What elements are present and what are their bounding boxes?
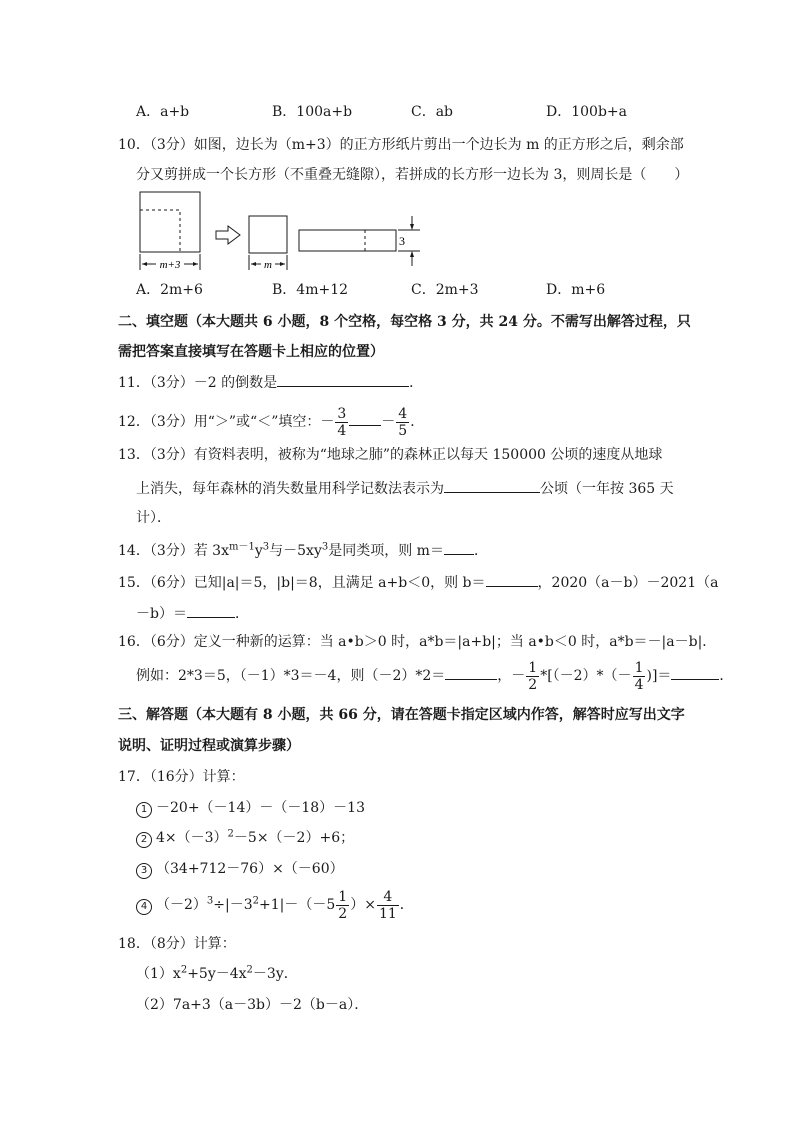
label-m-plus-3: m+3 bbox=[159, 259, 181, 271]
q10-text-line1: 10．（3分）如图，边长为（m+3）的正方形纸片剪出一个边长为 m 的正方形之后，剩余部 bbox=[118, 137, 684, 153]
q9-option-c: C．ab bbox=[411, 104, 454, 120]
section3-heading-line2: 说明、证明过程或演算步骤） bbox=[118, 738, 300, 754]
fraction-3-4: $\frac{3}{4}$ bbox=[337, 405, 347, 439]
q10-text-line2: 分又剪拼成一个长方形（不重叠无缝隙），若拼成的长方形一边长为 3，则周长是（ ） bbox=[136, 167, 689, 183]
q15-line2 bbox=[136, 603, 249, 624]
circled-number-3: 3 bbox=[136, 863, 152, 879]
label-m: m bbox=[264, 259, 272, 271]
q14-exp2: 3 bbox=[262, 541, 270, 553]
q15-text-2: ，2020（a－b）－2021（a bbox=[537, 575, 719, 591]
q16-expr: *[（－2）*（－ bbox=[540, 668, 632, 684]
q17-item1 bbox=[136, 798, 365, 818]
q17-item3-expr: （34+712－76）×（－60） bbox=[156, 861, 344, 877]
q9-option-b: B．100a+b bbox=[272, 104, 353, 120]
label-3: 3 bbox=[399, 234, 405, 248]
q17-item3 bbox=[136, 859, 344, 879]
q14-exp1: m－1 bbox=[228, 541, 255, 553]
q14-y: y bbox=[254, 543, 263, 559]
q15-text: 15．（6分）已知|a|＝5，|b|＝8，且满足 a+b＜0，则 b＝ bbox=[118, 575, 486, 591]
q17-item2-b: －5×（－2）+6； bbox=[233, 830, 355, 846]
q16-example: 例如：2*3＝5，（－1）*3＝－4，则（－2）*2＝ bbox=[136, 668, 446, 684]
q15-answer-blank-1[interactable] bbox=[486, 572, 538, 587]
fraction-1-2-mixed: $\frac{1}{2}$ bbox=[338, 888, 348, 922]
q10-option-c: C．2m+3 bbox=[411, 282, 479, 298]
big-square bbox=[140, 192, 200, 252]
q10-option-d: D．m+6 bbox=[546, 282, 606, 298]
q15-answer-blank-2[interactable] bbox=[187, 603, 235, 618]
q10-option-a: A．2m+6 bbox=[136, 282, 203, 298]
q14-term2: 与－5xy bbox=[269, 543, 322, 559]
q17-item4-b: ÷|－3 bbox=[213, 897, 253, 913]
q17-item2-exp: 2 bbox=[227, 828, 234, 840]
q11-suffix: ． bbox=[409, 375, 424, 391]
q14 bbox=[118, 540, 488, 561]
q18-part2: （2）7a+3（a－3b）－2（b－a）． bbox=[136, 997, 369, 1013]
q17-title: 17．（16分）计算： bbox=[118, 769, 245, 785]
section2-heading-line1: 二、填空题（本大题共 6 小题，8 个空格，每空格 3 分，共 24 分。不需写出解答过程，只 bbox=[118, 314, 691, 330]
q9-option-d: D．100b+a bbox=[546, 104, 627, 120]
q17-item4-exp2: 2 bbox=[252, 895, 260, 907]
q18-title: 18．（8分）计算： bbox=[118, 936, 236, 952]
q13-line2 bbox=[136, 478, 674, 499]
q12-answer-blank[interactable] bbox=[349, 411, 381, 426]
q16-answer-blank-1[interactable] bbox=[445, 665, 497, 680]
q16-text-line1: 16．（6分）定义一种新的运算：当 a•b＞0 时，a*b＝|a+b|；当 a•b＜0 时，a*b＝－|a－b|． bbox=[118, 634, 717, 650]
q18-part1-c: －3y． bbox=[252, 966, 298, 982]
q15-line1 bbox=[118, 572, 718, 593]
q11-text: 11．（3分）－2 的倒数是 bbox=[118, 375, 278, 391]
circled-number-4: 4 bbox=[136, 899, 152, 915]
cut-line bbox=[140, 210, 180, 252]
q17-item4-exp1: 3 bbox=[206, 895, 214, 907]
q17-item1-expr: －20+（－14）－（－18）－13 bbox=[156, 800, 365, 816]
section2-heading-line2: 需把答案直接填写在答题卡上相应的位置） bbox=[118, 344, 384, 360]
q11 bbox=[118, 372, 423, 393]
q18-part1-b: +5y－4x bbox=[187, 966, 247, 982]
q12-minus: － bbox=[381, 414, 396, 430]
q9-option-a: A．a+b bbox=[136, 104, 190, 120]
q14-suffix: ． bbox=[473, 543, 488, 559]
long-rectangle bbox=[299, 230, 396, 251]
section3-heading-line1: 三、解答题（本大题有 8 小题，共 66 分，请在答题卡指定区域内作答，解答时应写出文字 bbox=[118, 707, 685, 723]
q14-exp3: 3 bbox=[321, 541, 329, 553]
q13-text-line2: 上消失，每年森林的消失数量用科学记数法表示为 bbox=[136, 481, 444, 497]
q17-item2 bbox=[136, 828, 354, 848]
q18-part1-exp1: 2 bbox=[180, 964, 188, 976]
q13-text-line3: 计）． bbox=[136, 510, 171, 526]
q17-item4-d: ）× bbox=[350, 897, 376, 913]
q16-sep: ，－ bbox=[497, 668, 526, 684]
q14-condition: 是同类项，则 m＝ bbox=[328, 543, 444, 559]
circled-number-1: 1 bbox=[136, 802, 152, 818]
q16-line2 bbox=[136, 656, 733, 696]
q13-text-line2-suffix: 公顷（一年按 365 天 bbox=[540, 481, 674, 497]
q10-option-b: B．4m+12 bbox=[272, 282, 349, 298]
q12 bbox=[118, 402, 424, 442]
circled-number-2: 2 bbox=[136, 832, 152, 848]
q14-answer-blank[interactable] bbox=[444, 540, 474, 555]
q10-figure bbox=[136, 188, 436, 272]
q16-suffix: ． bbox=[719, 668, 734, 684]
q11-answer-blank[interactable] bbox=[277, 372, 409, 387]
q17-item4-e: ． bbox=[399, 897, 414, 913]
fraction-4-5: $\frac{4}{5}$ bbox=[398, 405, 408, 439]
q14-text: 14．（3分）若 3x bbox=[118, 543, 229, 559]
fraction-1-2: $\frac{1}{2}$ bbox=[528, 659, 538, 693]
q17-item4-c: +1|－（－5 bbox=[259, 897, 336, 913]
arrow-right-icon bbox=[216, 226, 240, 244]
q18-part1-a: （1）x bbox=[136, 966, 181, 982]
q12-text: 12．（3分）用“＞”或“＜”填空：－ bbox=[118, 414, 335, 430]
q16-expr-end: )]＝ bbox=[646, 668, 672, 684]
q17-item2-a: 4×（－3） bbox=[156, 830, 228, 846]
fraction-1-4: $\frac{1}{4}$ bbox=[634, 659, 644, 693]
q18-part1-exp2: 2 bbox=[246, 964, 253, 976]
q13-text-line1: 13．（3分）有资料表明，被称为“地球之肺”的森林正以每天 150000 公顷的速度从地球 bbox=[118, 447, 663, 463]
q12-suffix: ． bbox=[410, 414, 425, 430]
small-square bbox=[249, 216, 287, 253]
q17-item4-a: （－2） bbox=[156, 897, 207, 913]
q16-answer-blank-2[interactable] bbox=[671, 665, 719, 680]
q18-part1 bbox=[136, 964, 298, 984]
q13-answer-blank[interactable] bbox=[444, 478, 540, 493]
q15-text-3: －b）＝ bbox=[136, 606, 187, 622]
q17-item4 bbox=[136, 884, 414, 926]
fraction-4-11: $\frac{4}{11}$ bbox=[378, 888, 397, 922]
q15-suffix: ． bbox=[234, 606, 249, 622]
